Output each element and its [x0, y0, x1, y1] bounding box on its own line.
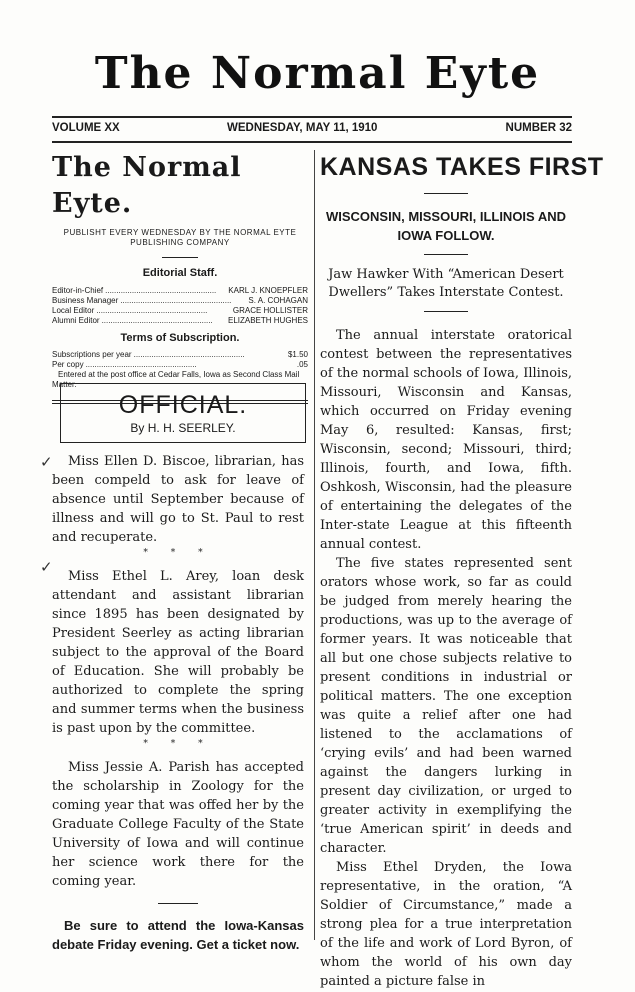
staff-role: Editor-in-Chief: [52, 286, 104, 295]
top-rule: [52, 116, 572, 118]
official-box: [60, 383, 306, 443]
editorial-staff-heading: Editorial Staff.: [142, 267, 218, 279]
short-rule: [424, 311, 468, 312]
dateline-bottom-rule: [52, 141, 572, 143]
staff-role: Alumni Editor: [52, 316, 100, 325]
short-rule: [424, 254, 468, 255]
masthead-mini-title: The Normal Eyte.: [52, 152, 242, 219]
checkmark-icon: ✓: [40, 558, 53, 576]
terms-row: Per copy .................................................. .05: [52, 360, 308, 369]
article-deck-secondary: Jaw Hawker With “American Desert Dwellers” Takes Interstate Contest.: [328, 267, 564, 300]
staff-row: Alumni Editor .................................................. ELIZABETH HUGHES: [52, 316, 308, 325]
staff-row: Editor-in-Chief .................................................. KARL J. KNOEPFLER: [52, 286, 308, 295]
publisher-line: PUBLISHT EVERY WEDNESDAY BY THE NORMAL EYTE PUBLISHING COMPANY: [63, 228, 297, 247]
issue-date: WEDNESDAY, MAY 11, 1910: [227, 122, 378, 134]
article-para: The five states represented sent orators whose work, so far as could be judged from merely hearing the productions, was up to the average of former years. It was noticeable that all but one chose subjects relative to present conditions in industrial or political matters. The one exception was quite a relief after one had listened to the acclamations of ‘crying evils’ and had been warned against the dangers lurking in present day civilization, or urged to greater activity in exemplifying the ‘true American spirit’ in deeds and character.: [320, 556, 572, 856]
right-column: [320, 150, 604, 991]
dateline: [52, 122, 572, 138]
debate-notice: Be sure to attend the Iowa-Kansas debate Friday evening. Get a ticket now.: [52, 918, 304, 952]
volume-label: VOLUME XX: [52, 122, 120, 134]
staff-name: KARL J. KNOEPFLER: [228, 286, 308, 295]
staff-name: S. A. COHAGAN: [248, 296, 308, 305]
official-notes: [52, 452, 304, 954]
staff-role: Local Editor: [52, 306, 95, 315]
article-para: Miss Ethel Dryden, the Iowa representative, in the oration, “A Soldier of Circumstance,” made a strong plea for a true interpretation of the life and work of Lord Byron, of whom the world of his own day painted a picture false in: [320, 860, 572, 989]
staff-row: Business Manager .................................................. S. A. COHAGAN: [52, 296, 308, 305]
terms-price: $1.50: [287, 350, 308, 359]
column-divider: [314, 150, 315, 940]
terms-heading: Terms of Subscription.: [120, 332, 240, 344]
short-rule: [424, 193, 468, 194]
article-body: [320, 326, 572, 991]
issue-number: NUMBER 32: [505, 122, 572, 134]
short-rule: [162, 257, 198, 258]
official-para: Miss Jessie A. Parish has accepted the scholarship in Zoology for the coming year that was offed her by the Graduate College Faculty of the State University of Iowa and will continue her science work there for the coming year.: [52, 760, 304, 889]
checkmark-icon: ✓: [40, 453, 53, 471]
separator-stars: * * *: [143, 548, 213, 558]
terms-price: .05: [296, 360, 308, 369]
article-para: The annual interstate oratorical contest between the representatives of the normal schools of Iowa, Illinois, Missouri, Wisconsin and Kansas, which occurred on Friday evening May 6, resulted: Kansas, first; Wisconsin, second; Missouri, third; Illinois, fourth, and Iowa, fifth. Oshkosh, Wisconsin, had the pleasure of entertaining the delegates of the Inter-state League at this fifteenth annual contest.: [320, 328, 572, 552]
official-title: OFFICIAL.: [118, 391, 248, 419]
official-para: Miss Ethel L. Arey, loan desk attendant and assistant librarian since 1895 has been designated by President Seerley as acting librarian subject to the approval of the Board of Education. She will probably be authorized to complete the spring and summer terms when the business is past upon by the committee.: [52, 569, 304, 736]
article-headline: KANSAS TAKES FIRST: [320, 153, 604, 181]
staff-name: GRACE HOLLISTER: [232, 306, 308, 315]
staff-list: [52, 286, 308, 326]
article-deck-primary: WISCONSIN, MISSOURI, ILLINOIS AND IOWA FOLLOW.: [325, 209, 567, 243]
separator-stars: * * *: [143, 739, 213, 749]
official-byline: By H. H. SEERLEY.: [130, 421, 236, 435]
left-column: [52, 150, 308, 404]
staff-row: Local Editor .................................................. GRACE HOLLISTER: [52, 306, 308, 315]
staff-name: ELIZABETH HUGHES: [227, 316, 308, 325]
short-rule: [158, 903, 198, 904]
terms-label: Per copy: [52, 360, 84, 369]
entered-note: Entered at the post office at Cedar Falls, Iowa as Second Class Mail Matter.: [52, 370, 300, 389]
staff-role: Business Manager: [52, 296, 119, 305]
terms-label: Subscriptions per year: [52, 350, 132, 359]
terms-row: Subscriptions per year .................................................. $1.50: [52, 350, 308, 359]
masthead-title: The Normal Eyte: [94, 48, 541, 99]
official-para: Miss Ellen D. Biscoe, librarian, has been compeld to ask for leave of absence until September because of illness and will go to St. Paul to rest and recuperate.: [52, 454, 304, 545]
